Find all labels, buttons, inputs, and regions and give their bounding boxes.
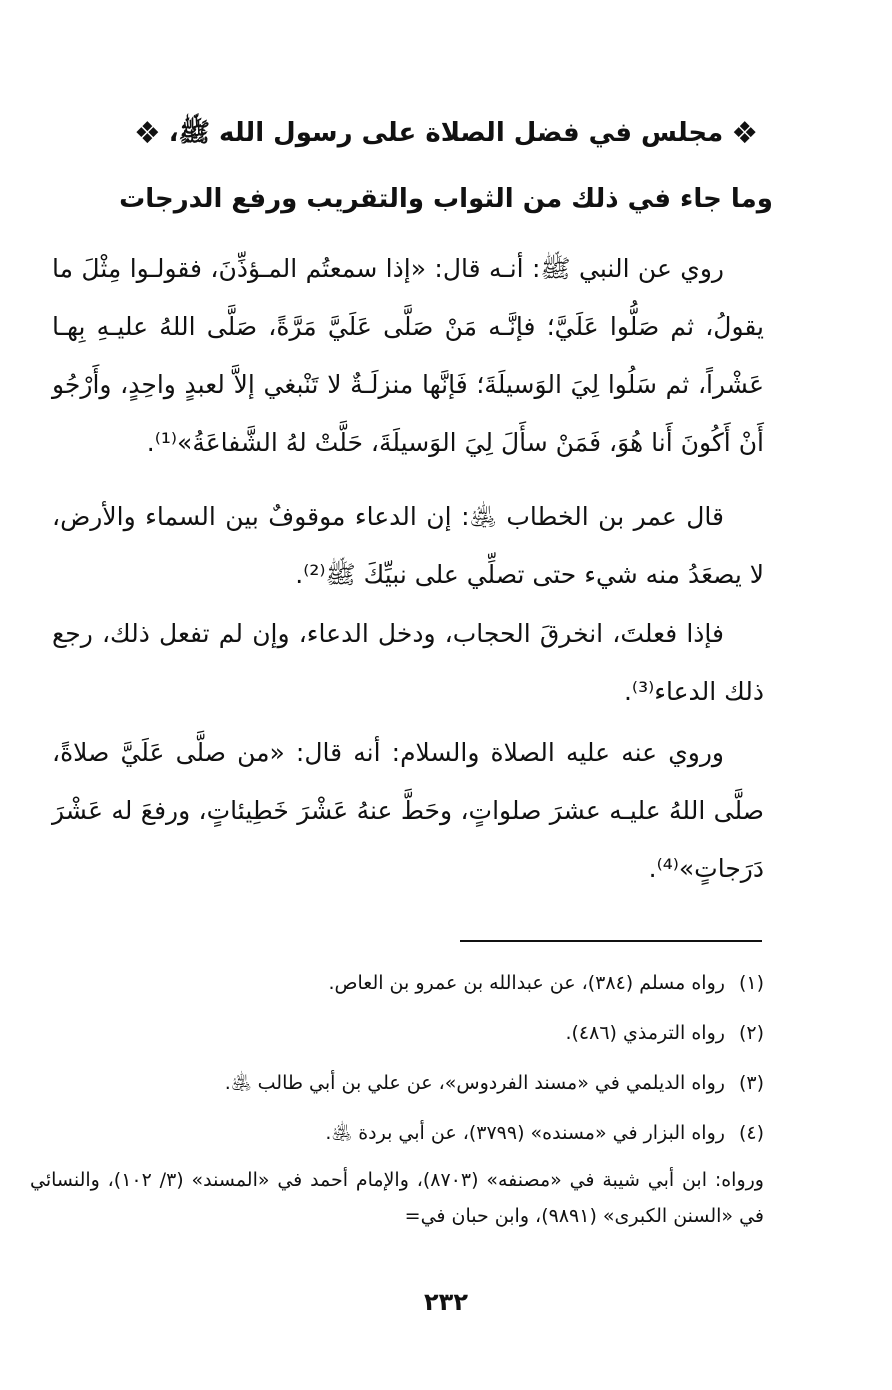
footnote-1 — [30, 958, 764, 1008]
body-paragraph-2 — [52, 488, 764, 604]
body-paragraph-1 — [52, 240, 764, 472]
page-number: ٢٣٢ — [424, 1288, 468, 1316]
body-paragraph-4 — [52, 724, 764, 898]
footnote-2 — [30, 1008, 764, 1058]
footnote-text: رواه البزار في «مسنده» (٣٧٩٩)، عن أبي بردة ﵁. — [325, 1122, 725, 1144]
paragraph-text: روي عن النبي ﷺ: أنـه قال: «إذا سمعتُم المـؤذِّنَ، فقولـوا مِثْلَ ما يقولُ، ثم صَلُّوا عَلَيَّ؛ فإنَّـه مَنْ صَلَّى عَلَيَّ مَرَّةً، صَلَّى اللهُ عليـهِ بِهـا عَشْراً، ثم سَلُوا لِيَ الوَسيلَةَ؛ فَإنَّها منزلَـةٌ لا تَنْبغي إلاَّ لعبدٍ واحِدٍ، وأَرْجُو أَنْ أَكُونَ أَنا هُوَ، فَمَنْ سأَلَ لِيَ الوَسيلَةَ، حَلَّتْ لهُ الشَّفاعَةُ»⁽¹⁾. — [52, 254, 764, 457]
footnote-number: (٢) — [738, 1022, 764, 1044]
footnote-number: (١) — [738, 972, 764, 994]
footnote-4 — [30, 1108, 764, 1158]
chapter-heading — [60, 100, 832, 232]
footnote-text: رواه الديلمي في «مسند الفردوس»، عن علي بن أبي طالب ﵁. — [224, 1072, 725, 1094]
footnote-3 — [30, 1058, 764, 1108]
paragraph-text: فإذا فعلتَ، انخرقَ الحجاب، ودخل الدعاء، وإن لم تفعل ذلك، رجع ذلك الدعاء⁽³⁾. — [52, 619, 764, 706]
chapter-title-text-1: مجلس في فضل الصلاة على رسول الله ﷺ، — [168, 118, 724, 148]
body-paragraph-3 — [52, 605, 764, 721]
chapter-title-line-2: وما جاء في ذلك من الثواب والتقريب ورفع الدرجات — [119, 184, 773, 214]
footnote-text: رواه مسلم (٣٨٤)، عن عبدالله بن عمرو بن العاص. — [328, 972, 725, 994]
paragraph-text: وروي عنه عليه الصلاة والسلام: أنه قال: «من صلَّى عَلَيَّ صلاةً، صلَّى اللهُ عليـه عشرَ صلواتٍ، وحَطَّ عنهُ عَشْرَ خَطِيئاتٍ، ورفعَ له عَشْرَ دَرَجاتٍ»⁽⁴⁾. — [52, 738, 764, 883]
chapter-title-line-1 — [60, 100, 832, 166]
footnote-text: رواه الترمذي (٤٨٦). — [565, 1022, 725, 1044]
footnote-number: (٤) — [738, 1122, 764, 1144]
ornament-left-icon: ❖ — [133, 115, 161, 151]
footnote-separator — [460, 940, 762, 942]
footnotes-section — [30, 958, 764, 1234]
footnote-number: (٣) — [738, 1072, 764, 1094]
ornament-right-icon: ❖ — [731, 115, 759, 151]
paragraph-text: قال عمر بن الخطاب ﵁: إن الدعاء موقوفٌ بين السماء والأرض، لا يصعَدُ منه شيء حتى تصلِّي على نبيِّكَ ﷺ⁽²⁾. — [52, 502, 764, 589]
footnote-continuation: ورواه: ابن أبي شيبة في «مصنفه» (٨٧٠٣)، والإمام أحمد في «المسند» (٣/ ١٠٢)، والنسائي في «السنن الكبرى» (٩٨٩١)، وابن حبان في= — [30, 1169, 764, 1227]
